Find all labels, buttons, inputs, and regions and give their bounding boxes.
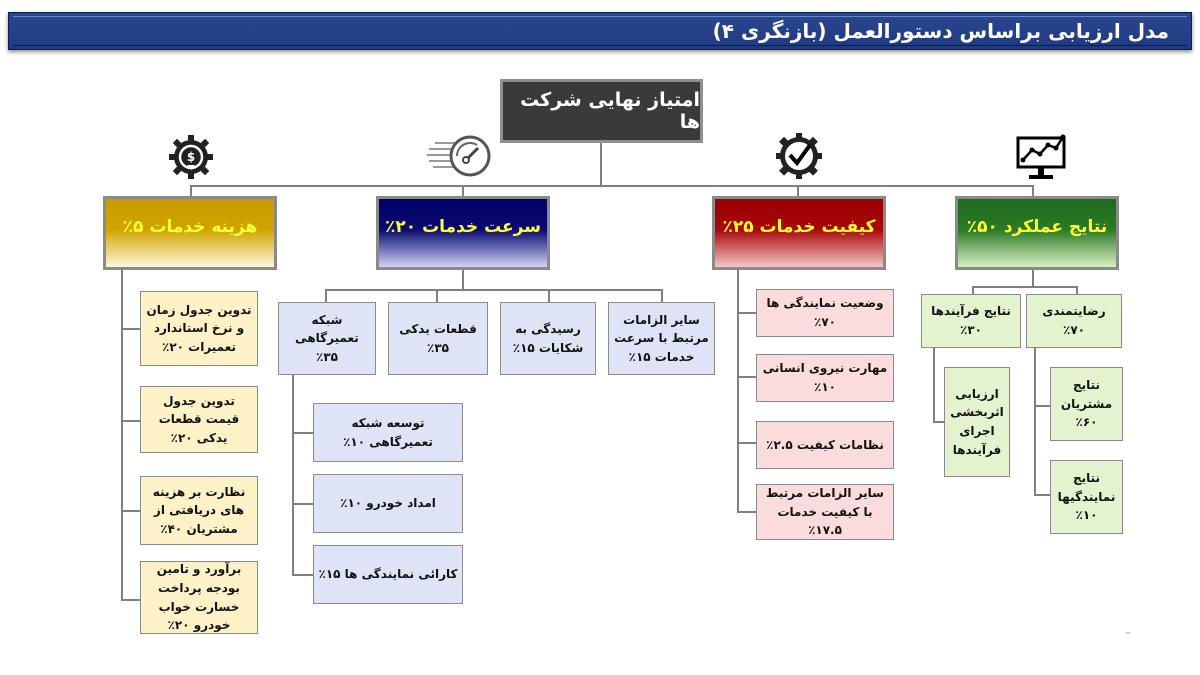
speed-complaints-label: رسیدگی به شکایات ۱۵٪ xyxy=(512,321,584,355)
connector xyxy=(600,143,602,186)
speed-dealer-efficiency xyxy=(313,545,463,604)
connector xyxy=(292,432,314,434)
quality-other-requirements-label: سایر الزامات مرتبط با کیفیت خدمات ۱۷.۵٪ xyxy=(766,486,884,538)
speed-spare-parts-label: قطعات یدکی ۳۵٪ xyxy=(399,321,477,355)
connector xyxy=(737,270,739,513)
quality-systems-label: نظامات کیفیت ۲.۵٪ xyxy=(766,437,884,452)
cost-parts-price-table-label: تدوین جدول قیمت قطعات یدکی ۲۰٪ xyxy=(158,393,240,445)
speed-roadside-assistance xyxy=(313,474,463,533)
connector xyxy=(1034,348,1036,495)
root-node xyxy=(500,79,703,143)
connector xyxy=(661,289,663,303)
speed-repair-network-label: شبکه تعمیرگاهی ۳۵٪ xyxy=(295,312,359,364)
category-quality-label: کیفیت خدمات ۲۵٪ xyxy=(722,217,876,237)
quality-staff-skill-label: مهارت نیروی انسانی ۱۰٪ xyxy=(762,361,888,394)
root-label: امتیاز نهایی شرکت ها xyxy=(520,89,700,133)
perf-customer-results xyxy=(1050,367,1123,441)
category-cost xyxy=(103,196,277,270)
speed-dealer-efficiency-label: کارائی نمایندگی ها ۱۵٪ xyxy=(318,567,458,582)
category-performance xyxy=(955,196,1119,270)
svg-text:$: $ xyxy=(186,150,196,164)
speed-other-requirements xyxy=(608,302,715,375)
cost-customer-charges xyxy=(140,476,258,545)
perf-satisfaction-label: رضایتمندی ۷۰٪ xyxy=(1042,304,1106,337)
connector xyxy=(292,503,314,505)
connector xyxy=(972,286,1078,288)
connector xyxy=(436,289,438,303)
perf-dealer-results xyxy=(1050,460,1123,534)
perf-process-effectiveness xyxy=(944,367,1010,477)
speed-network-expansion xyxy=(313,403,463,462)
quality-other-requirements xyxy=(756,484,894,540)
connector xyxy=(292,375,294,575)
category-cost-label: هزینه خدمات ۵٪ xyxy=(122,217,258,237)
connector xyxy=(737,511,757,513)
cost-customer-charges-label: نظارت بر هزینه های دریافتی از مشتریان ۴۰٪ xyxy=(152,484,246,536)
quality-dealer-status-label: وضعیت نمایندگی ها ۷۰٪ xyxy=(766,296,884,329)
cost-repair-rate-table-label: تدوین جدول زمان و نرخ استاندارد تعمیرات ۲۰٪ xyxy=(146,302,252,354)
perf-satisfaction xyxy=(1026,294,1122,348)
cost-downtime-budget xyxy=(140,561,258,634)
connector xyxy=(121,510,141,512)
page-title: مدل ارزیابی براساس دستورالعمل (بازنگری ۴) xyxy=(712,19,1169,43)
title-bar xyxy=(8,12,1192,50)
category-quality xyxy=(712,196,886,270)
category-speed-label: سرعت خدمات ۲۰٪ xyxy=(385,217,541,237)
connector xyxy=(121,599,141,601)
perf-process-results-label: نتایج فرآیندها ۳۰٪ xyxy=(931,304,1011,337)
connector xyxy=(1034,494,1050,496)
connector xyxy=(1032,270,1034,287)
connector xyxy=(933,348,935,423)
speed-complaints xyxy=(500,302,596,375)
gear-dollar-icon xyxy=(168,135,214,179)
perf-customer-results-label: نتایج مشتریان ۶۰٪ xyxy=(1060,378,1113,430)
perf-process-results xyxy=(921,294,1021,348)
connector xyxy=(737,312,757,314)
connector xyxy=(1034,405,1050,407)
quality-staff-skill xyxy=(756,354,894,402)
connector xyxy=(325,289,663,291)
connector xyxy=(737,376,757,378)
connector xyxy=(462,270,464,290)
connector xyxy=(548,289,550,303)
connector xyxy=(121,270,123,601)
speed-repair-network xyxy=(278,302,376,375)
cost-parts-price-table xyxy=(140,386,258,453)
slide-mark xyxy=(1126,632,1130,634)
quality-dealer-status xyxy=(756,289,894,337)
quality-systems xyxy=(756,421,894,469)
category-speed xyxy=(376,196,550,270)
speed-network-expansion-label: توسعه شبکه تعمیرگاهی ۱۰٪ xyxy=(343,415,433,449)
cost-repair-rate-table xyxy=(140,291,258,366)
connector xyxy=(190,185,1034,187)
cost-downtime-budget-label: برآورد و تامین بودجه پرداخت خسارت خواب خودرو ۲۰٪ xyxy=(156,562,242,633)
connector xyxy=(292,574,314,576)
connector xyxy=(325,289,327,303)
speedometer-icon xyxy=(425,133,495,179)
connector xyxy=(121,328,141,330)
speed-spare-parts xyxy=(388,302,488,375)
speed-other-requirements-label: سایر الزامات مرتبط با سرعت خدمات ۱۵٪ xyxy=(614,312,709,364)
connector xyxy=(121,420,141,422)
perf-dealer-results-label: نتایج نمایندگیها ۱۰٪ xyxy=(1057,471,1116,523)
speed-roadside-assistance-label: امداد خودرو ۱۰٪ xyxy=(340,496,436,511)
gear-check-icon xyxy=(774,133,824,179)
perf-process-effectiveness-label: ارزیابی اثربخشی اجرای فرآیندها xyxy=(950,386,1004,457)
connector xyxy=(737,442,757,444)
monitor-chart-icon xyxy=(1015,133,1069,183)
category-performance-label: نتایج عملکرد ۵۰٪ xyxy=(966,217,1108,237)
